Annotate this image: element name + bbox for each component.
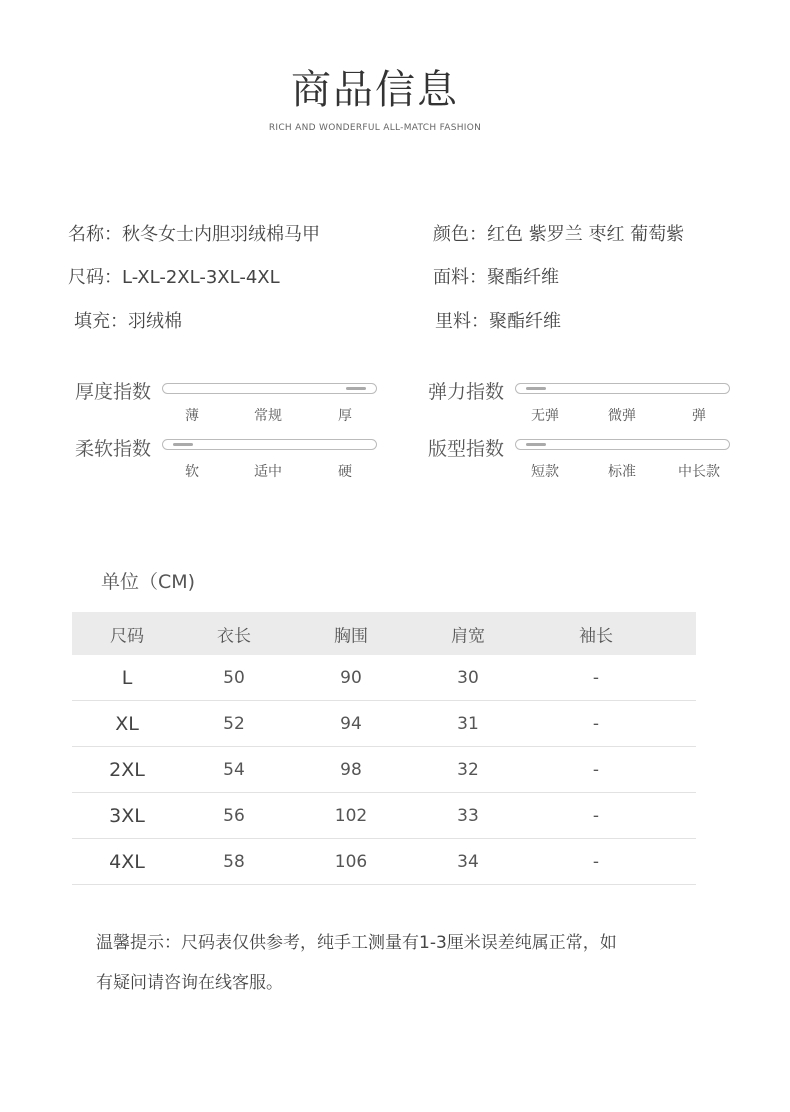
page-title: 商品信息 (291, 67, 459, 113)
value-cell: - (592, 713, 600, 734)
value-cell: 98 (340, 759, 362, 780)
value-cell: 50 (223, 667, 245, 688)
table-row (72, 655, 696, 701)
size-cell: L (121, 666, 133, 689)
value-cell: 34 (457, 851, 479, 872)
info-fabric: 面料：聚酯纤维 (433, 267, 559, 288)
value-cell: 31 (457, 713, 479, 734)
value-cell: 94 (340, 713, 362, 734)
table-row (72, 839, 696, 885)
value-cell: - (592, 851, 600, 872)
value-cell: 30 (457, 667, 479, 688)
index-softness-tick: 适中 (254, 464, 282, 480)
value-cell: - (592, 805, 600, 826)
index-elasticity-tick: 无弹 (531, 408, 559, 424)
index-softness-tick: 硬 (338, 464, 352, 480)
value-cell: 102 (334, 805, 368, 826)
index-elasticity-tick: 弹 (692, 408, 706, 424)
header-cell: 胸围 (334, 626, 368, 646)
index-thickness-tick: 常规 (254, 408, 282, 424)
table-row (72, 793, 696, 839)
value-cell: 58 (223, 851, 245, 872)
index-fit-label: 版型指数 (428, 438, 505, 460)
info-name: 名称：秋冬女士内胆羽绒棉马甲 (68, 224, 320, 245)
table-header (72, 612, 696, 655)
index-softness-tick: 软 (185, 464, 199, 480)
info-filling: 填充：羽绒棉 (74, 311, 182, 332)
size-cell: 3XL (109, 804, 145, 827)
value-cell: 32 (457, 759, 479, 780)
header-cell: 肩宽 (451, 626, 485, 646)
value-cell: - (592, 667, 600, 688)
index-thickness-tick: 厚 (338, 408, 352, 424)
index-elasticity-label: 弹力指数 (428, 381, 505, 403)
index-thickness-track (162, 383, 377, 394)
page-subtitle: RICH AND WONDERFUL ALL-MATCH FASHION (268, 123, 482, 133)
index-elasticity-tick: 微弹 (608, 408, 636, 424)
size-table (72, 612, 696, 885)
value-cell: 56 (223, 805, 245, 826)
index-elasticity-marker (526, 387, 546, 390)
unit-label: 单位（CM) (101, 571, 196, 593)
header-cell: 衣长 (217, 626, 251, 646)
value-cell: - (592, 759, 600, 780)
value-cell: 106 (334, 851, 368, 872)
index-thickness-tick: 薄 (185, 408, 199, 424)
index-fit-tick: 短款 (531, 464, 559, 480)
header-cell: 袖长 (579, 626, 613, 646)
index-softness-label: 柔软指数 (75, 438, 152, 460)
index-fit-tick: 中长款 (678, 464, 720, 480)
size-cell: 4XL (109, 850, 145, 873)
size-cell: 2XL (109, 758, 145, 781)
info-size: 尺码：L-XL-2XL-3XL-4XL (68, 267, 280, 288)
index-softness-marker (173, 443, 193, 446)
index-fit-marker (526, 443, 546, 446)
index-fit-track (515, 439, 730, 450)
info-color: 颜色：红色 紫罗兰 枣红 葡萄紫 (433, 224, 685, 245)
value-cell: 90 (340, 667, 362, 688)
warm-tip-line-1: 温馨提示：尺码表仅供参考，纯手工测量有1-3厘米误差纯属正常，如 (96, 933, 617, 953)
info-lining: 里料：聚酯纤维 (435, 311, 561, 332)
value-cell: 33 (457, 805, 479, 826)
index-softness-track (162, 439, 377, 450)
warm-tip-line-2: 有疑问请咨询在线客服。 (96, 973, 283, 993)
index-fit-tick: 标准 (608, 464, 636, 480)
table-row (72, 701, 696, 747)
header-cell: 尺码 (110, 626, 144, 646)
table-row (72, 747, 696, 793)
index-elasticity-track (515, 383, 730, 394)
size-cell: XL (115, 712, 139, 735)
index-thickness-label: 厚度指数 (75, 381, 152, 403)
index-thickness-marker (346, 387, 366, 390)
value-cell: 54 (223, 759, 245, 780)
value-cell: 52 (223, 713, 245, 734)
